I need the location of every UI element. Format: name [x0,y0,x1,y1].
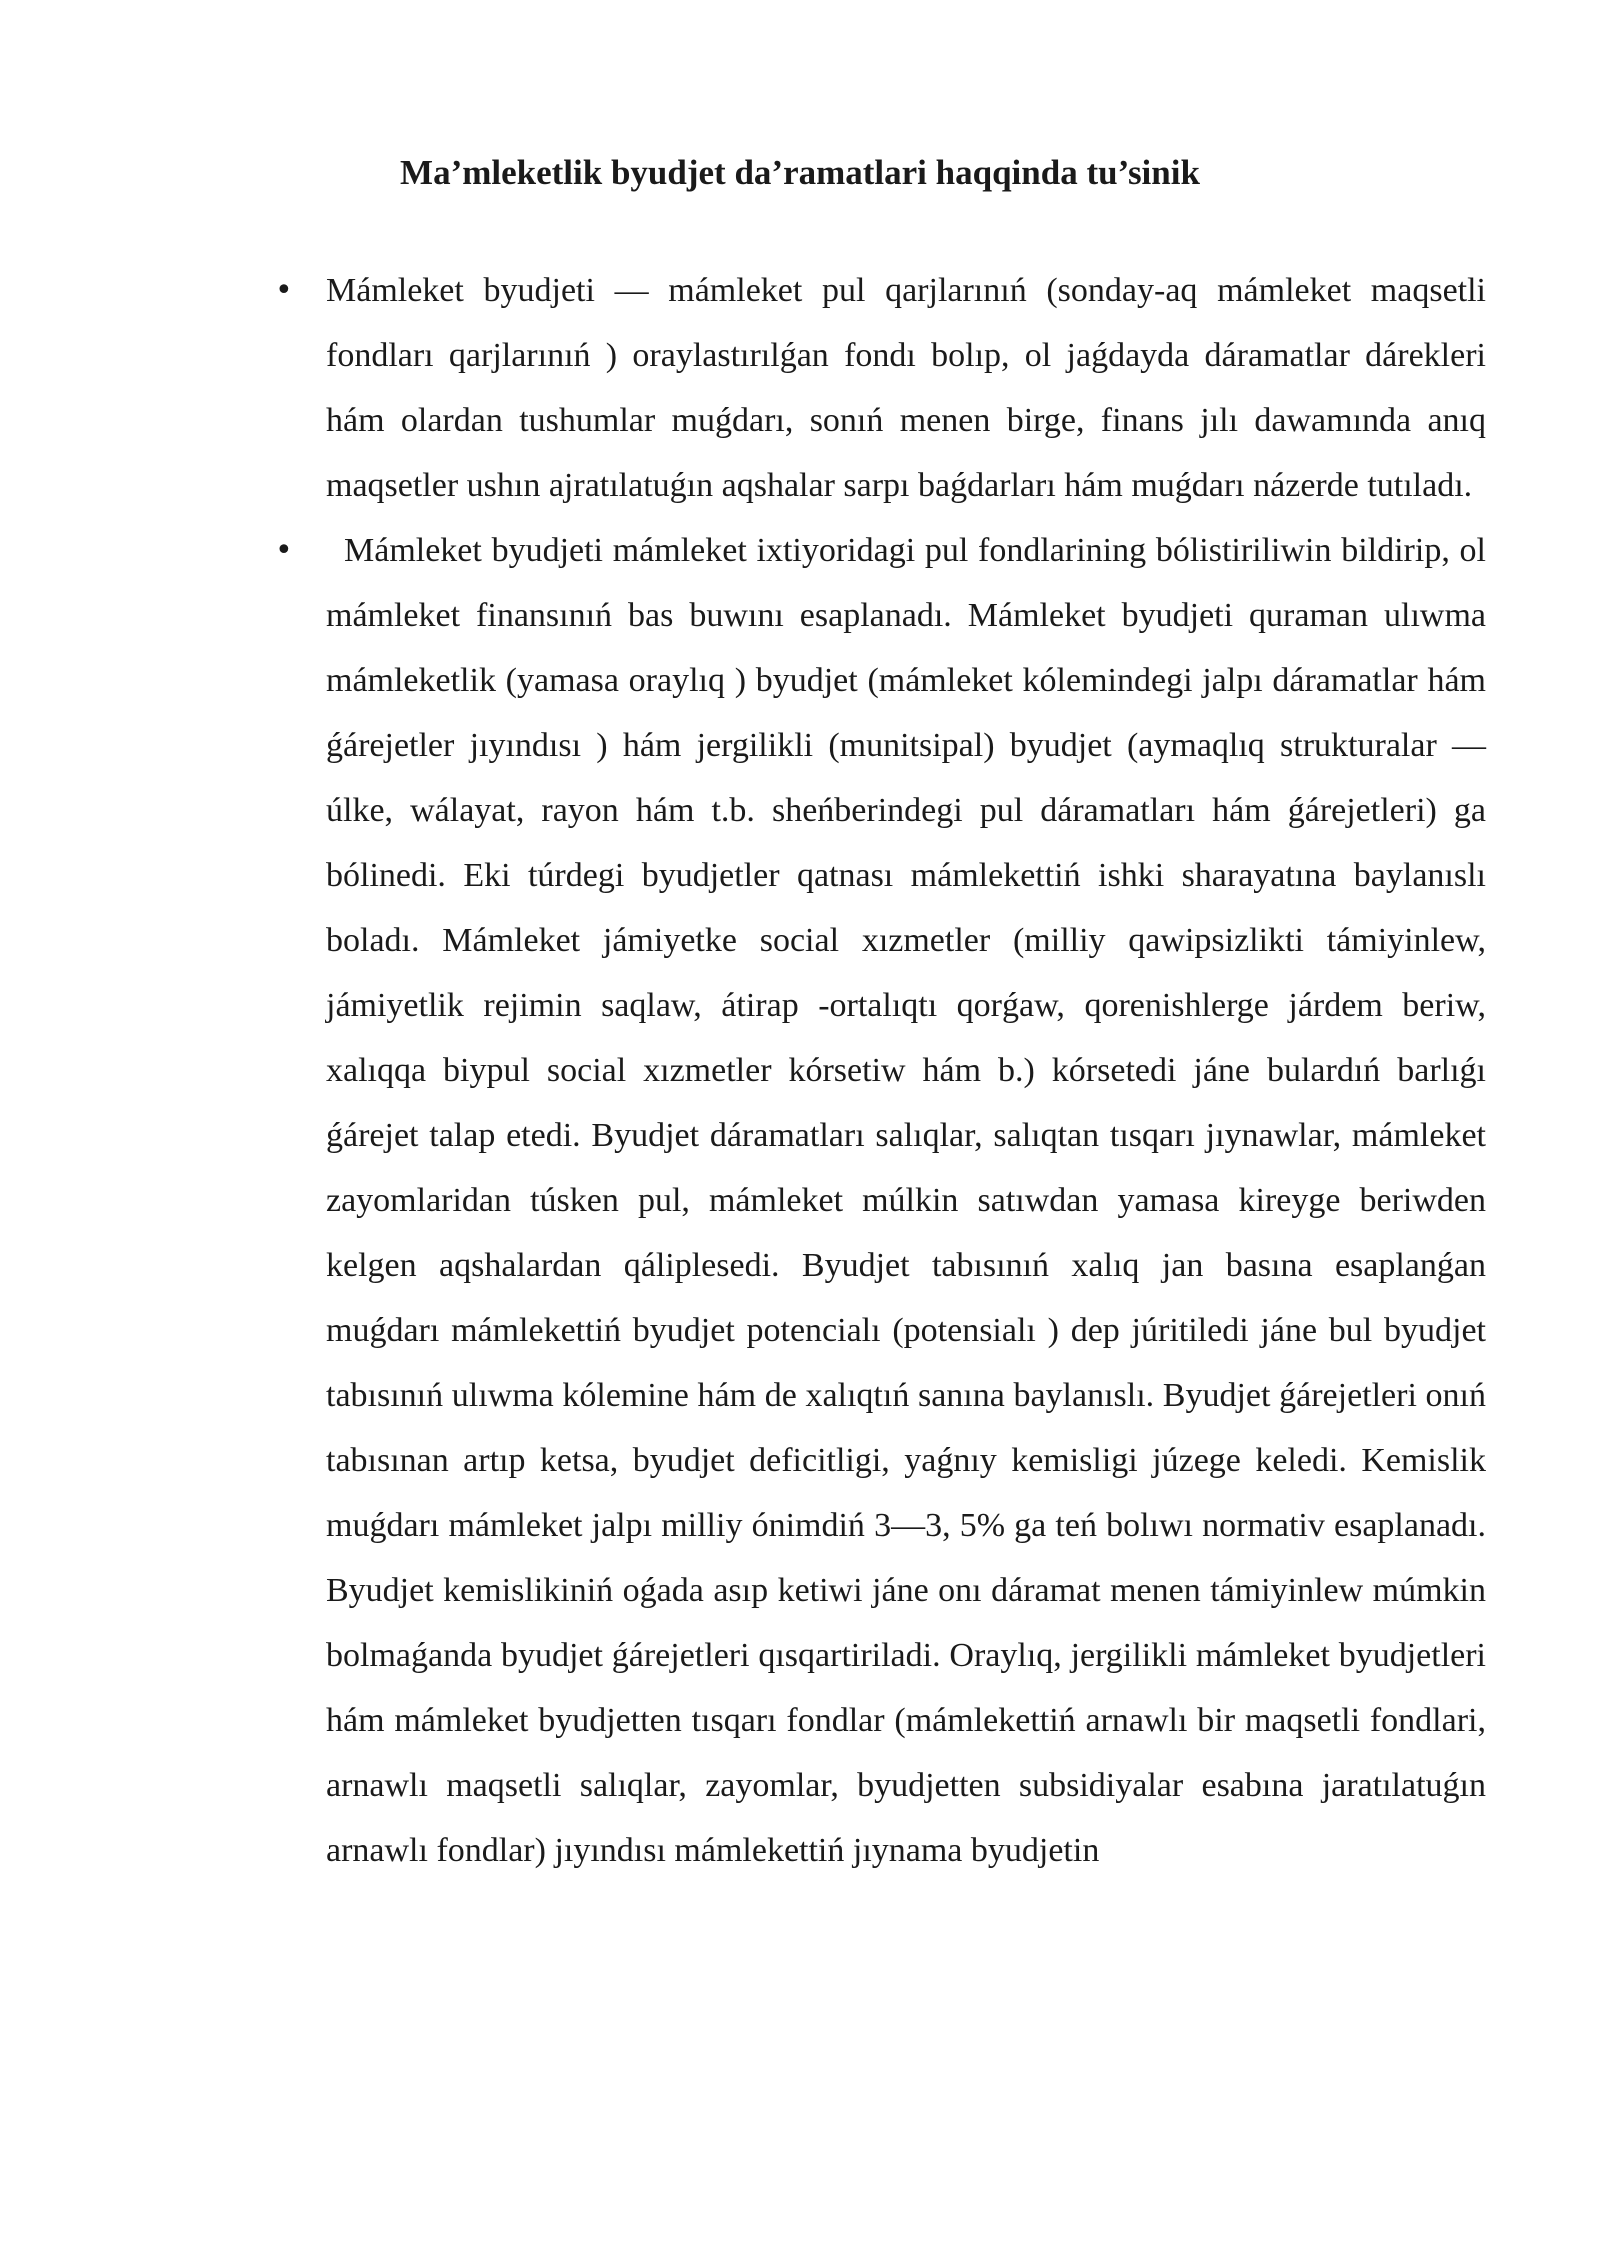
bullet-icon: • [275,533,293,568]
paragraph-text [326,518,1486,1883]
list-item [0,518,1600,1883]
document-title: Ma’mleketlik byudjet da’ramatlari haqqinda tu’sinik [400,153,1200,192]
list-item [0,258,1600,518]
paragraph-body: Mámleket byudjeti mámleket ixtiyoridagi pul fondlarining bólistiriliwin bildirip, ol mámleket finansınıń bas buwını esaplanadı. Mámleket byudjeti quraman ulıwma mámleketlik (yamasa oraylıq ) byudjet (mámleket kólemindegi jalpı dáramatlar hám ǵárejetler jıyındısı ) hám jergilikli (munitsipal) byudjet (aymaqlıq strukturalar — úlke, wálayat, rayon hám t.b. sheńberindegi pul dáramatları hám ǵárejetleri) ga bólinedi. Eki túrdegi byudjetler qatnası mámlekettiń ishki sharayatına baylanıslı boladı. Mámleket jámiyetke social xızmetler (milliy qawipsizlikti támiyinlew, jámiyetlik rejimin saqlaw, átirap -ortalıqtı qorǵaw, qorenishlerge járdem beriw, xalıqqa biypul social xızmetler kórsetiw hám b.) kórsetedi jáne bulardıń barlıǵı ǵárejet talap etedi. Byudjet dáramatları salıqlar, salıqtan tısqarı jıynawlar, mámleket zayomlaridan túsken pul, mámleket múlkin satıwdan yamasa kireyge beriwden kelgen aqshalardan qáliplesedi. Byudjet tabısınıń xalıq jan basına esaplanǵan muǵdarı mámlekettiń byudjet potencialı (potensialı ) dep júritiledi jáne bul byudjet tabısınıń ulıwma kólemine hám de xalıqtıń sanına baylanıslı. Byudjet ǵárejetleri onıń tabısınan artıp ketsa, byudjet deficitligi, yaǵnıy kemisligi júzege keledi. Kemislik muǵdarı mámleket jalpı milliy ónimdiń 3—3, 5% ga teń bolıwı normativ esaplanadı. Byudjet kemislikiniń oǵada asıp ketiwi jáne onı dáramat menen támiyinlew múmkin bolmaǵanda byudjet ǵárejetleri qısqartiriladi. Oraylıq, jergilikli mámleket byudjetleri hám mámleket byudjetten tısqarı fondlar (mámlekettiń arnawlı bir maqsetli fondlari, arnawlı maqsetli salıqlar, zayomlar, byudjetten subsidiyalar esabına jaratılatuǵın arnawlı fondlar) jıyındısı mámlekettiń jıynama byudjetin [326,532,1486,1869]
bullet-list [0,258,1600,1883]
paragraph-text: Mámleket byudjeti — mámleket pul qarjlarınıń (sonday-aq mámleket maqsetli fondları qarjlarınıń ) oraylastırılǵan fondı bolıp, ol jaǵdayda dáramatlar dárekleri hám olardan tushumlar muǵdarı, sonıń menen birge, finans jılı dawamında anıq maqsetler ushın ajratılatuǵın aqshalar sarpı baǵdarları hám muǵdarı názerde tutıladı. [326,272,1486,504]
bullet-icon: • [275,273,293,308]
